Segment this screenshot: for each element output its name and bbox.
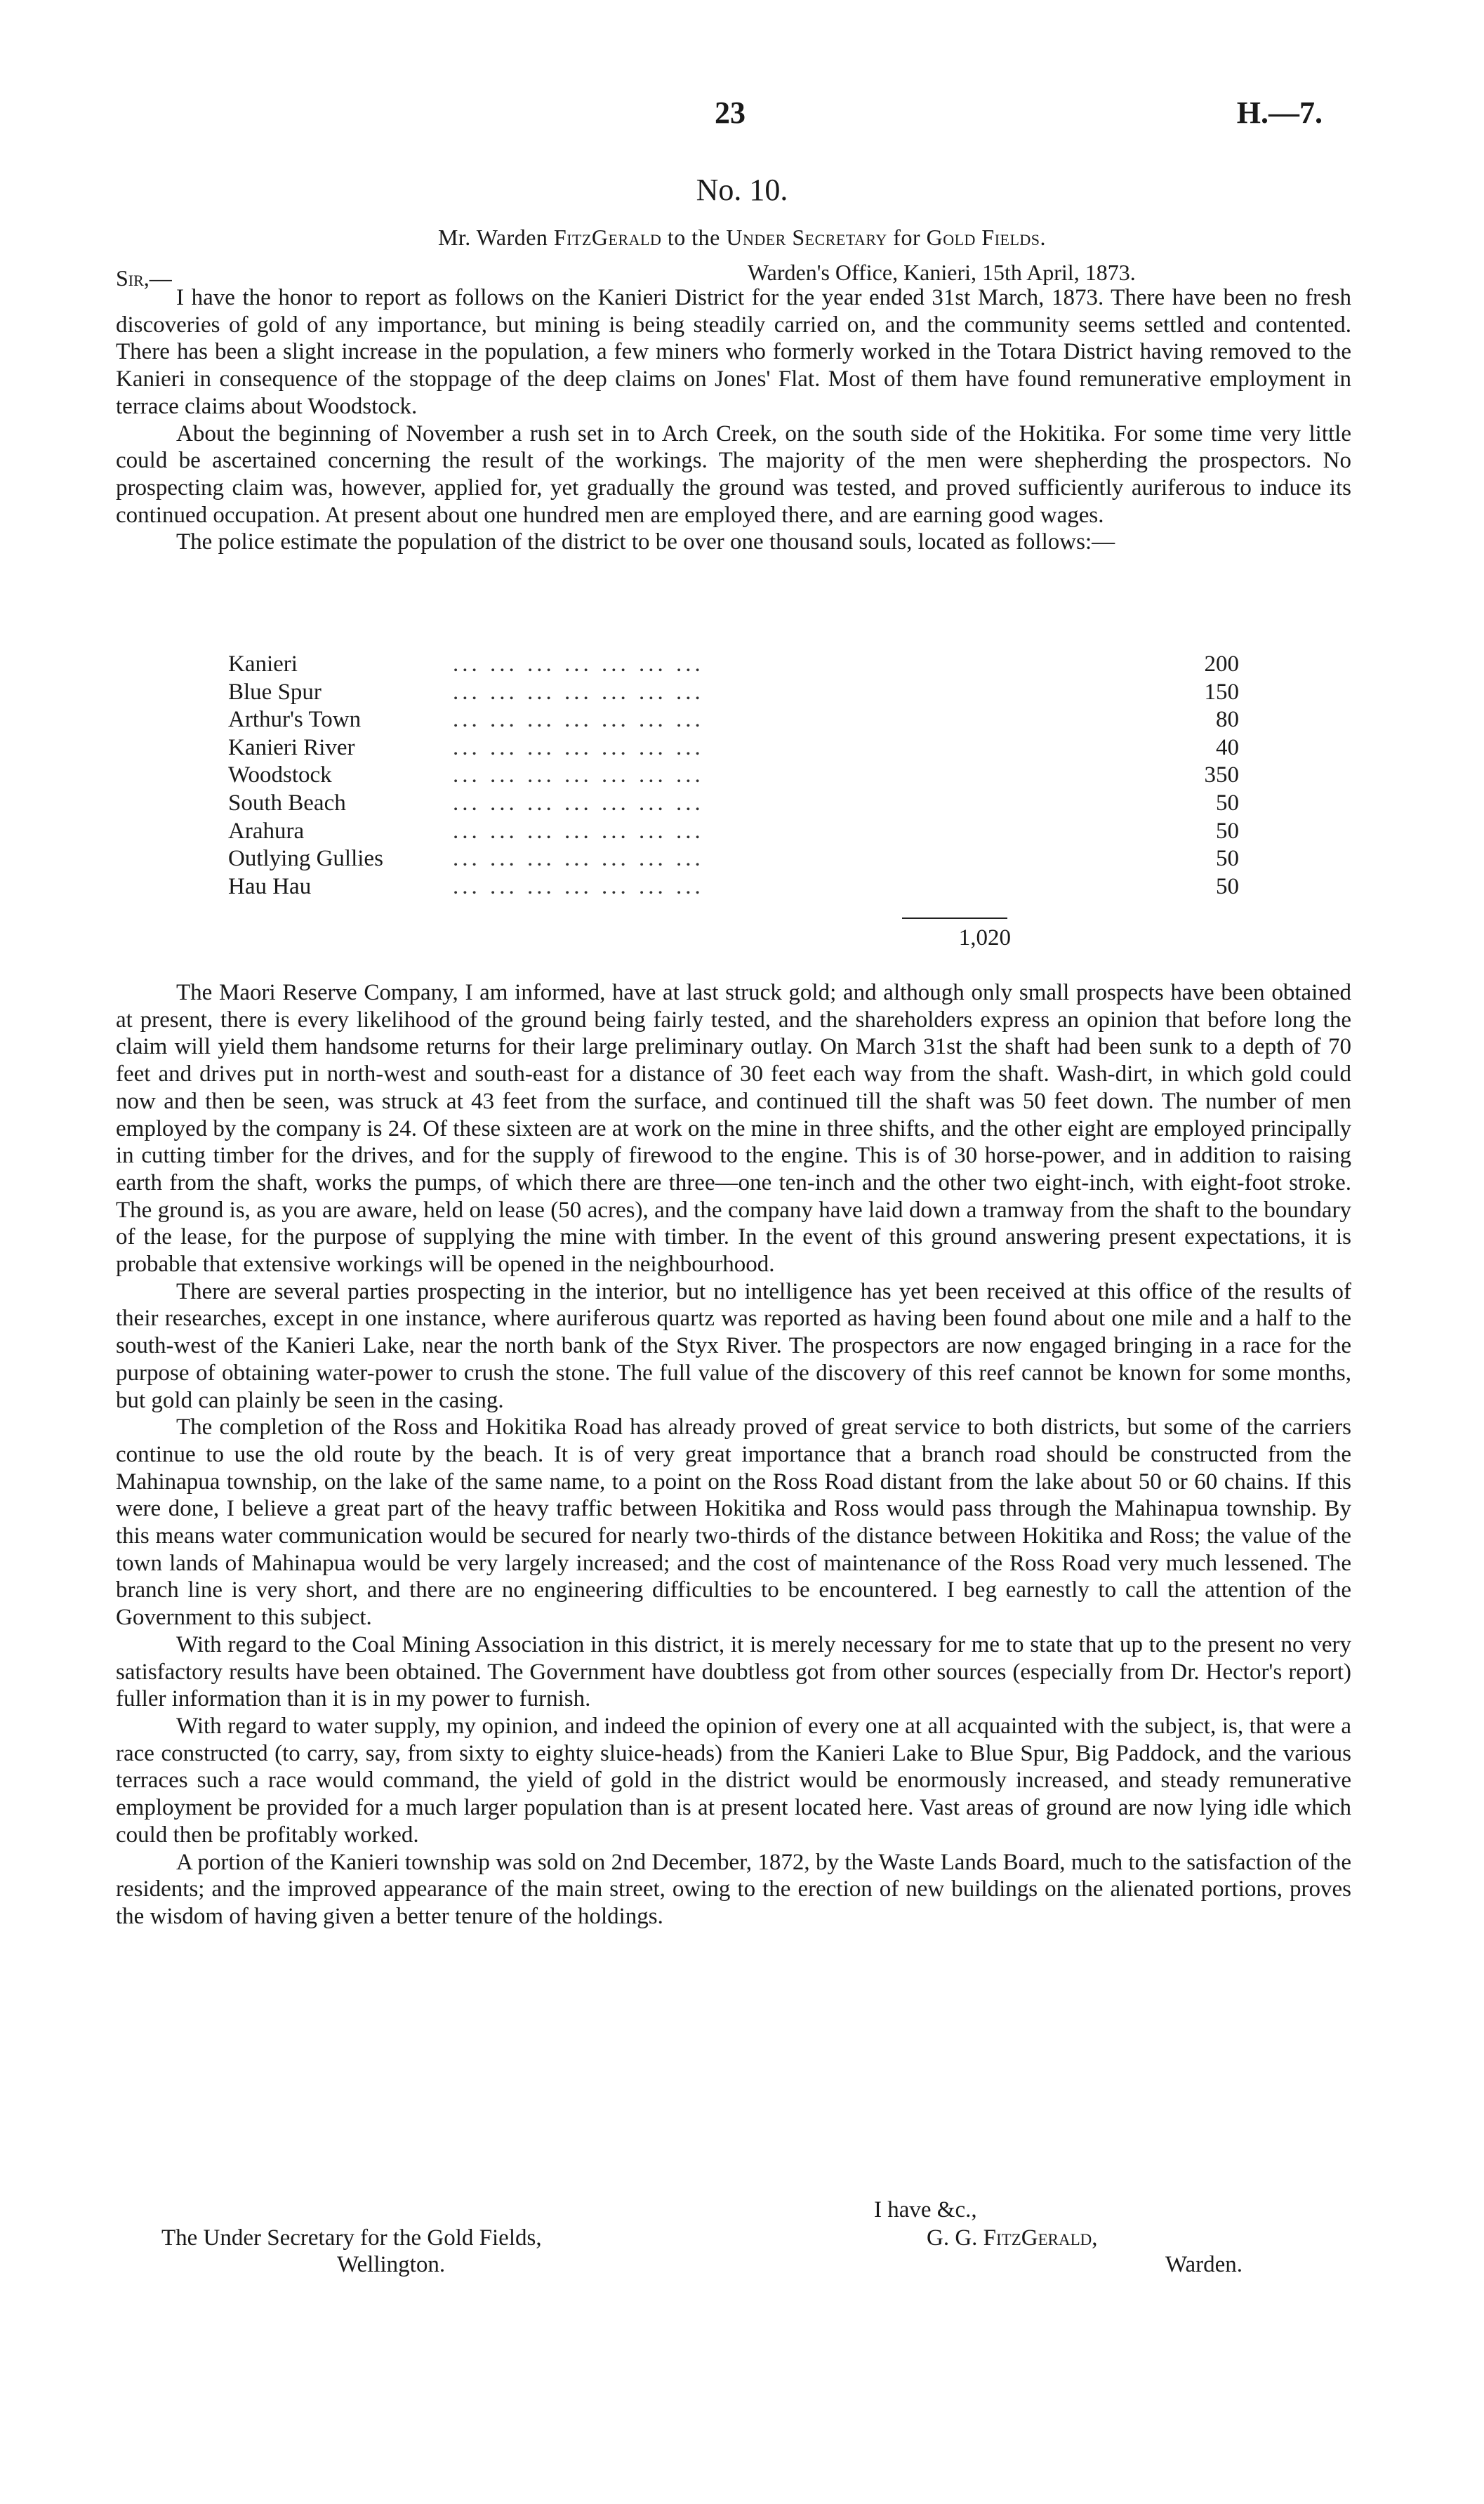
paragraph: The police estimate the population of the district to be over one thousand souls, located as follows:— bbox=[176, 529, 1115, 555]
signature bbox=[927, 2225, 1098, 2251]
paragraph: I have the honor to report as follows on the Kanieri District for the year ended 31st March, 1873. There have been no fresh discoveries of gold of any importance, but mining is being steadily carried on, and the community seems settled and contented. There has been a slight increase in the population, a few miners who formerly worked in the Totara District having removed to the Kanieri in consequence of the stoppage of the deep claims on Jones' Flat. Most of them have found remunerative employment in terrace claims about Woodstock. bbox=[116, 285, 1351, 419]
population-count: 150 bbox=[1204, 679, 1239, 705]
heading-dept: Gold Fields. bbox=[926, 225, 1047, 250]
heading-prefix: Mr. Warden bbox=[437, 225, 548, 250]
place-name: Hau Hau bbox=[228, 873, 312, 899]
leader-dots: ... ... ... ... ... ... ... bbox=[453, 679, 704, 705]
paragraph: There are several parties prospecting in the interior, but no intelligence has yet been received at this office of the results of their researches, except in one instance, where auriferous quartz was reported as having been found about one mile and a half to the south-west of the Kanieri Lake, near the north bank of the Styx River. The prospectors are now engaged bringing in a race for the purpose of obtaining water-power to crush the stone. The full value of the discovery of this reef cannot be known for some months, but gold can plainly be seen in the casing. bbox=[116, 1278, 1351, 1413]
table-row bbox=[228, 651, 1239, 680]
place-name: Blue Spur bbox=[228, 679, 322, 705]
table-row bbox=[228, 707, 1239, 735]
signature-name: FitzGerald, bbox=[983, 2225, 1098, 2251]
place-name: Kanieri bbox=[228, 651, 298, 677]
addressee-line-1: The Under Secretary for the Gold Fields, bbox=[161, 2225, 542, 2251]
population-count: 350 bbox=[1204, 762, 1239, 788]
leader-dots: ... ... ... ... ... ... ... bbox=[453, 651, 704, 677]
paragraph: About the beginning of November a rush set in to Arch Creek, on the south side of the Hokitika. For some time very little could be ascertained concerning the result of the workings. The majority of the men were shepherding the prospectors. No prospecting claim was, however, applied for, yet gradually the ground was tested, and proved sufficiently auriferous to induce its continued occupation. At present about one hundred men are employed there, and are earning good wages. bbox=[116, 420, 1351, 528]
complimentary-close: I have &c., bbox=[874, 2197, 977, 2223]
total-rule bbox=[902, 918, 1007, 919]
population-count: 50 bbox=[1216, 790, 1239, 816]
page-number: 23 bbox=[715, 95, 746, 130]
paragraph: The completion of the Ross and Hokitika Road has already proved of great service to both districts, but some of the carriers continue to use the old route by the beach. It is of very great importance that a branch road should be constructed from the Mahinapua township, on the lake of the same name, to a point on the Ross Road distant from the lake about 50 or 60 chains. If this were done, I believe a great part of the heavy traffic between Hokitika and Ross would pass through the Mahinapua township. By this means water communication would be secured for nearly two-thirds of the distance between Hokitika and Ross; the value of the town lands of Mahinapua would be very largely increased; and the cost of maintenance of the Ross Road very much lessened. The branch line is very short, and there are no engineering difficulties to be encountered. I beg earnestly to call the attention of the Government to this subject. bbox=[116, 1415, 1351, 1631]
place-name: Arahura bbox=[228, 818, 305, 844]
paragraph: With regard to the Coal Mining Association in this district, it is merely necessary for me to state that up to the present no very satisfactory results have been obtained. The Government have doubtless got from other sources (especially from Dr. Hector's report) fuller information than it is in my power to furnish. bbox=[116, 1631, 1351, 1712]
heading-to-title: Under Secretary bbox=[726, 225, 887, 250]
population-count: 80 bbox=[1216, 707, 1239, 733]
signature-initials: G. G. bbox=[927, 2225, 978, 2251]
table-row bbox=[228, 846, 1239, 874]
heading-middle: to the bbox=[667, 225, 720, 250]
addressee-line-2: Wellington. bbox=[337, 2252, 446, 2277]
heading-for: for bbox=[893, 225, 921, 250]
letter-body-part-a bbox=[116, 284, 1351, 556]
leader-dots: ... ... ... ... ... ... ... bbox=[453, 790, 704, 816]
leader-dots: ... ... ... ... ... ... ... bbox=[453, 762, 704, 788]
population-table bbox=[228, 651, 1239, 901]
leader-dots: ... ... ... ... ... ... ... bbox=[453, 707, 704, 733]
paragraph: A portion of the Kanieri township was sold on 2nd December, 1872, by the Waste Lands Board, much to the satisfaction of the residents; and the improved appearance of the main street, owing to the erection of new buildings on the alienated portions, proves the wisdom of having given a better tenure of the holdings. bbox=[116, 1849, 1351, 1929]
heading-from-name: FitzGerald bbox=[553, 225, 662, 250]
place-name: Woodstock bbox=[228, 762, 332, 788]
document-number: No. 10. bbox=[696, 173, 788, 207]
population-count: 200 bbox=[1204, 651, 1239, 677]
place-name: Kanieri River bbox=[228, 734, 355, 760]
place-name: Arthur's Town bbox=[228, 707, 362, 733]
table-row bbox=[228, 819, 1239, 847]
salutation: Sir,— bbox=[116, 265, 172, 291]
dateline: Warden's Office, Kanieri, 15th April, 1873. bbox=[748, 260, 1136, 285]
population-count: 50 bbox=[1216, 846, 1239, 872]
table-row bbox=[228, 762, 1239, 790]
leader-dots: ... ... ... ... ... ... ... bbox=[453, 846, 704, 872]
document-reference: H.—7. bbox=[1236, 95, 1323, 130]
population-count: 50 bbox=[1216, 818, 1239, 844]
place-name: South Beach bbox=[228, 790, 346, 816]
table-row bbox=[228, 735, 1239, 763]
table-row bbox=[228, 680, 1239, 708]
leader-dots: ... ... ... ... ... ... ... bbox=[453, 818, 704, 844]
letter-body-part-b bbox=[116, 979, 1351, 1930]
letter-heading bbox=[0, 225, 1484, 251]
paragraph: With regard to water supply, my opinion, and indeed the opinion of every one at all acquainted with the subject, is, that were a race constructed (to carry, say, from sixty to eighty sluice-heads) from the Kanieri Lake to Blue Spur, Big Paddock, and the various terraces such a race would command, the yield of gold in the district would be enormously increased, and steady remunerative employment be provided for a much larger population than is at present located here. Vast areas of ground are now lying idle which could then be profitably worked. bbox=[116, 1713, 1351, 1848]
population-count: 50 bbox=[1216, 873, 1239, 899]
place-name: Outlying Gullies bbox=[228, 846, 383, 872]
table-row bbox=[228, 874, 1239, 902]
paragraph: The Maori Reserve Company, I am informed, have at last struck gold; and although only small prospects have been obtained at present, there is every likelihood of the ground being fairly tested, and the shareholders express an opinion that before long the claim will yield them handsome returns for their large preliminary outlay. On March 31st the shaft had been sunk to a depth of 70 feet and drives put in north-west and south-east for a distance of 30 feet each way from the shaft. Wash-dirt, in which gold could now and then be seen, was struck at 43 feet from the surface, and continued till the shaft was 50 feet down. The number of men employed by the company is 24. Of these sixteen are at work on the mine in three shifts, and the other eight are employed principally in cutting timber for the drives, and for the supply of firewood to the engine. This is of 30 horse-power, and in addition to raising earth from the shaft, works the pumps, of which there are three—one ten-inch and the other two eight-inch, with eight-foot stroke. The ground is, as you are aware, held on lease (50 acres), and the company have laid down a tramway from the shaft to the boundary of the lease, for the purpose of supplying the mine with timber. In the event of this ground answering present expectations, it is probable that extensive workings will be opened in the neighbourhood. bbox=[116, 980, 1351, 1278]
population-total: 1,020 bbox=[958, 925, 1011, 950]
table-row bbox=[228, 790, 1239, 819]
leader-dots: ... ... ... ... ... ... ... bbox=[453, 734, 704, 760]
population-count: 40 bbox=[1216, 734, 1239, 760]
leader-dots: ... ... ... ... ... ... ... bbox=[453, 873, 704, 899]
signature-title: Warden. bbox=[1165, 2252, 1243, 2277]
